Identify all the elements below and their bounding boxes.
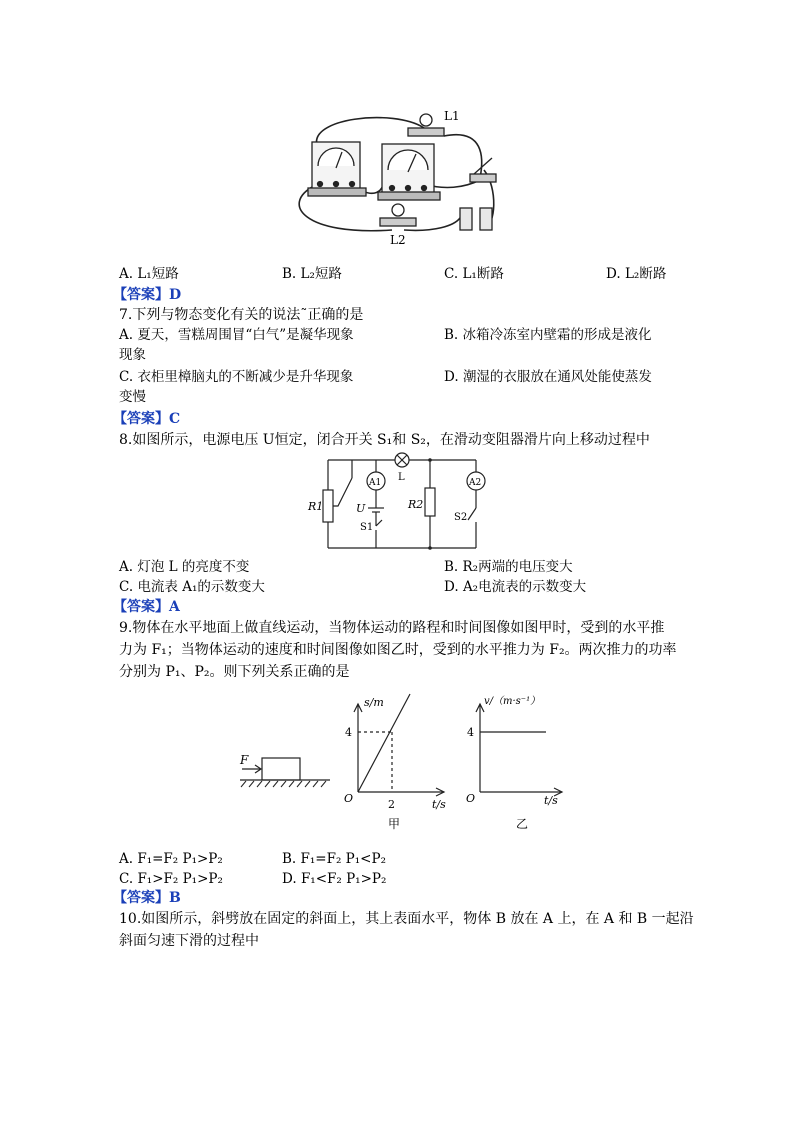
q7-option-a <box>119 325 354 345</box>
option-text: L₁短路 <box>137 266 179 282</box>
jia-x-tick: 2 <box>388 798 395 811</box>
q10-stem-line-2: 斜面匀速下滑的过程中 <box>119 933 259 949</box>
jia-y-label: s/m <box>364 696 384 709</box>
label-a2: A2 <box>469 478 482 488</box>
option-letter: C. <box>444 266 459 282</box>
option-letter: A. <box>119 559 134 575</box>
label-s1: S1 <box>360 522 374 533</box>
option-letter: A. <box>119 851 134 867</box>
option-text: L₂短路 <box>300 266 342 282</box>
switch-device <box>470 158 496 182</box>
q6-answer: 【答案】D <box>113 287 182 303</box>
option-text: A₂电流表的示数变大 <box>462 579 587 595</box>
q8-answer: 【答案】A <box>113 599 180 615</box>
yi-y-label: v/（m·s⁻¹） <box>484 696 541 707</box>
option-text: L₂断路 <box>624 266 667 282</box>
jia-y-tick: 4 <box>345 726 352 739</box>
yi-y-tick: 4 <box>467 726 474 739</box>
label-a1: A1 <box>369 478 382 488</box>
q6-option-b <box>282 264 342 284</box>
option-letter: B. <box>282 851 297 867</box>
option-text: F₁>F₂ P₁>P₂ <box>137 871 223 887</box>
label-u: U <box>356 502 366 515</box>
q8-option-c <box>119 577 265 597</box>
option-letter: D. <box>444 369 459 385</box>
q9-graph-yi <box>462 688 572 838</box>
q8-option-b <box>444 557 573 577</box>
q9-stem-line-1: 9.物体在水平地面上做直线运动，当物体运动的路程和时间图像如图甲时，受到的水平推 <box>119 620 665 636</box>
q7-option-c <box>119 367 353 387</box>
ammeter-device <box>308 142 366 196</box>
option-letter: A. <box>119 327 134 343</box>
jia-origin: O <box>344 792 354 805</box>
option-text: L₁断路 <box>462 266 504 282</box>
label-r1: R1 <box>308 500 324 513</box>
q8-circuit-diagram <box>306 450 496 554</box>
option-letter: B. <box>444 327 459 343</box>
label-l1: L1 <box>444 109 460 123</box>
option-letter: B. <box>444 559 459 575</box>
option-letter: C. <box>119 369 134 385</box>
option-letter: B. <box>282 266 297 282</box>
q7-option-b-cont: 现象 <box>119 347 146 363</box>
q6-option-c <box>444 264 504 284</box>
q7-option-b <box>444 325 652 345</box>
jia-caption: 甲 <box>388 817 401 831</box>
option-letter: D. <box>282 871 297 887</box>
option-letter: C. <box>119 579 134 595</box>
q8-option-a <box>119 557 249 577</box>
option-text: 夏天，雪糕周围冒“白气”是凝华现象 <box>137 327 354 343</box>
battery-pack <box>460 208 492 230</box>
lamp-l1 <box>408 114 444 136</box>
option-text: F₁=F₂ P₁>P₂ <box>137 851 223 867</box>
label-s2: S2 <box>454 512 468 523</box>
q9-stem-line-2: 力为 F₁；当物体运动的速度和时间图像如图乙时，受到的水平推力为 F₂。两次推力的功率 <box>119 642 677 658</box>
option-text: F₁<F₂ P₁>P₂ <box>300 871 387 887</box>
label-r2: R2 <box>408 498 424 511</box>
yi-x-label: t/s <box>544 794 558 807</box>
jia-x-label: t/s <box>432 798 446 811</box>
option-letter: C. <box>119 871 134 887</box>
label-force: F <box>240 753 249 767</box>
option-text: 电流表 A₁的示数变大 <box>137 579 265 595</box>
yi-caption: 乙 <box>516 817 529 831</box>
label-l2: L2 <box>390 233 406 247</box>
option-letter: D. <box>606 266 621 282</box>
q6-option-d <box>606 264 666 284</box>
q7-option-d <box>444 367 652 387</box>
q8-option-d <box>444 577 586 597</box>
q9-block-figure <box>236 748 332 794</box>
q9-graph-jia <box>340 688 460 838</box>
q7-option-d-cont: 变慢 <box>119 389 146 405</box>
option-text: 灯泡 L 的亮度不变 <box>137 559 250 575</box>
q9-option-a <box>119 849 223 869</box>
q6-circuit-figure <box>284 108 500 252</box>
q9-answer: 【答案】B <box>113 890 181 906</box>
q9-option-d <box>282 869 386 889</box>
q7-answer: 【答案】C <box>113 411 181 427</box>
option-text: R₂两端的电压变大 <box>462 559 573 575</box>
q9-stem-line-3: 分别为 P₁、P₂。则下列关系正确的是 <box>119 664 350 680</box>
q10-stem-line-1: 10.如图所示，斜劈放在固定的斜面上，其上表面水平，物体 B 放在 A 上，在 A 和 B 一起沿 <box>119 911 694 927</box>
label-l: L <box>398 472 405 483</box>
option-text: 冰箱冷冻室内壁霜的形成是液化 <box>462 327 652 343</box>
option-letter: D. <box>444 579 459 595</box>
option-letter: A. <box>119 266 134 282</box>
q6-option-a <box>119 264 179 284</box>
q8-stem: 8.如图所示，电源电压 U恒定，闭合开关 S₁和 S₂，在滑动变阻器滑片向上移动过程中 <box>119 432 650 448</box>
voltmeter-device <box>378 144 440 200</box>
option-text: 潮湿的衣服放在通风处能使蒸发 <box>462 369 652 385</box>
q7-stem: 7.下列与物态变化有关的说法˜正确的是 <box>119 307 364 323</box>
option-text: 衣柜里樟脑丸的不断减少是升华现象 <box>137 369 354 385</box>
yi-origin: O <box>466 792 476 805</box>
q9-option-b <box>282 849 386 869</box>
lamp-l2 <box>380 204 416 226</box>
option-text: F₁=F₂ P₁<P₂ <box>300 851 386 867</box>
q9-option-c <box>119 869 223 889</box>
